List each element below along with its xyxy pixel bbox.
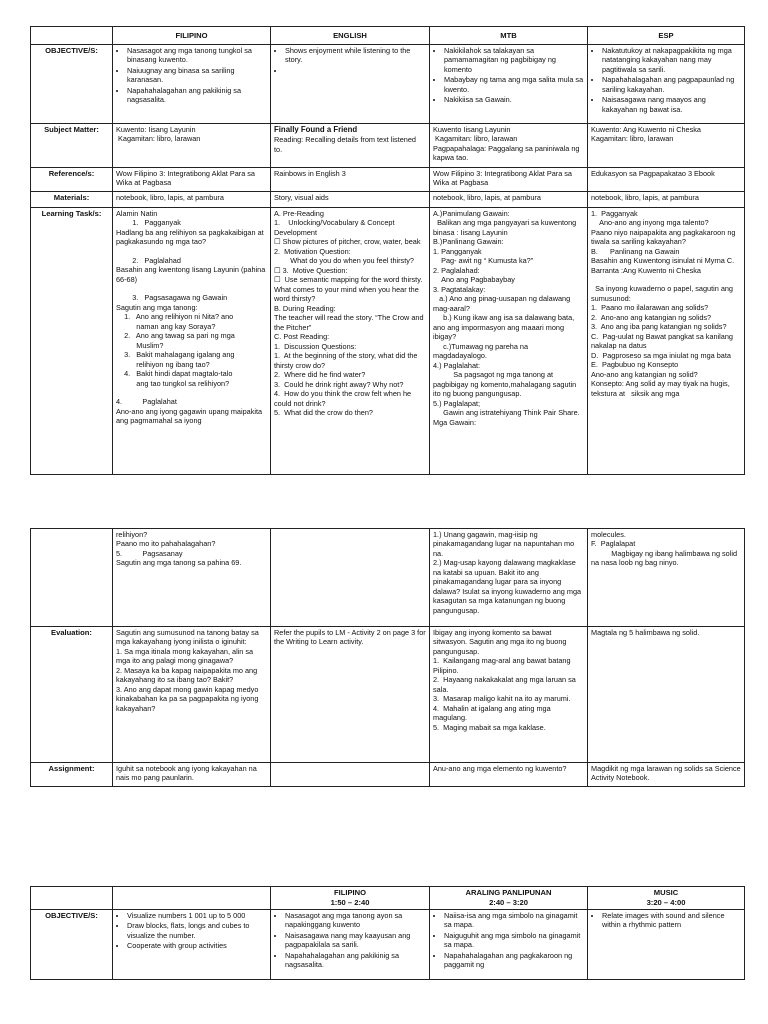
bullet-item: • Naiuugnay ang binasa sa sariling karanasan. — [127, 66, 267, 85]
row-label — [31, 529, 113, 627]
table-cell — [430, 45, 588, 124]
text-line: Pagpapahalaga: Paggalang sa paniniwala ng kapwa tao. — [433, 143, 582, 163]
text-line: Konsepto: Ang solid ay may tiyak na hugis, tekstura at siksik ang mga — [591, 379, 732, 398]
text-line: Gawin ang istratehiyang Think Pair Share. — [433, 408, 580, 418]
bullet-item: • Napahahalagahan ang pakikinig sa nagsasalita. — [285, 951, 426, 970]
text-line: Kuwento Iisang Layunin — [433, 125, 511, 134]
table-cell — [271, 192, 430, 208]
text-line: 4. Paglalahat — [116, 397, 177, 407]
text-line: 2.) Mag-usap kayong dalawang magkaklase na katabi sa upuan. Bakit ito ang pinakamagandang lugar para sa inyong dalawa? Isulat sa inyong kuwaderno ang mga kasagutan sa mga katanungan ng buong pangungusap. — [433, 558, 584, 615]
text-line: A. Pre-Reading — [274, 209, 324, 218]
table-cell — [271, 529, 430, 627]
text-line: Paano mo ito pahahalagahan? — [116, 539, 216, 549]
text-line: ☐ Use semantic mapping for the word thirsty. What comes to your mind when you hear the word thirsty? — [274, 275, 425, 304]
bullet-item: • Nasasagot ang mga tanong ayon sa napakinggang kuwento — [285, 911, 426, 930]
table-cell — [113, 192, 271, 208]
text-line: 1. Ano ang relihiyon ni Nita? ano — [116, 312, 234, 322]
header-time: 3:20 – 4:00 — [646, 897, 686, 907]
text-line: Muslim? — [116, 340, 164, 350]
text-line: 3. Masarap maligo kahit na ito ay marumi. — [433, 694, 571, 704]
bullet-item: • Draw blocks, flats, longs and cubes to visualize the number. — [127, 921, 267, 940]
text-line: B. Panlinang na Gawain — [591, 246, 680, 256]
bullet-item: • Mabaybay ng tama ang mga salita mula sa kwento. — [444, 75, 584, 94]
bullet-item: • Nakikiisa sa Gawain. — [444, 95, 584, 104]
table-row — [31, 45, 745, 124]
text-line — [116, 247, 267, 256]
text-line: Anu-ano ang mga elemento ng kuwento? — [433, 764, 567, 773]
text-line: Magbigay ng ibang halimbawa ng solid na nasa loob ng bag ninyo. — [591, 548, 740, 568]
bullet-item: • Relate images with sound and silence within a rhythmic pattern — [602, 911, 741, 930]
text-line: naman ang kay Soraya? — [116, 321, 216, 331]
text-line — [116, 284, 267, 293]
table-cell — [588, 168, 745, 192]
table-cell — [430, 168, 588, 192]
text-line: 3. Pagsasagawa ng Gawain — [116, 293, 228, 303]
text-line — [116, 388, 267, 397]
table-cell — [113, 529, 271, 627]
table-cell — [430, 763, 588, 787]
bullet-list — [116, 46, 267, 105]
table-row — [31, 124, 745, 168]
text-line: 2. Masaya ka ba kapag naipapakita mo ang kakayahang ito sa ibang tao? Bakit? — [116, 665, 260, 685]
text-line: 3. Could he drink right away? Why not? — [274, 379, 404, 389]
text-line: What do you do when you feel thirsty? — [274, 256, 414, 266]
table-cell — [271, 627, 430, 763]
cell-title: Finally Found a Friend — [274, 125, 358, 134]
text-line: notebook, libro, lapis, at pambura — [591, 193, 699, 202]
bullet-item — [285, 66, 426, 75]
bullet-item: • Nakatutukoy at nakapagpakikita ng mga natatanging kakayahan nang may pagtitiwala sa sarili. — [602, 46, 741, 74]
bullet-list — [433, 46, 584, 105]
text-line: Magdikit ng mga larawan ng solids sa Science Activity Notebook. — [591, 764, 743, 783]
text-line: 4. Mahalin at igalang ang ating mga magulang. — [433, 703, 553, 723]
text-line: Kagamitan: libro, larawan — [433, 134, 518, 144]
text-line: 1. Pagganyak — [591, 209, 638, 218]
header-blank — [113, 887, 271, 910]
header-filipino: FILIPINO — [113, 27, 271, 45]
table-cell — [430, 627, 588, 763]
table-cell — [113, 627, 271, 763]
text-line: 1. Sa mga itinala mong kakayahan, alin sa mga ito ang palagi mong ginagawa? — [116, 646, 256, 666]
table-cell — [113, 909, 271, 979]
table-cell — [113, 763, 271, 787]
text-line: 3. Ano ang dapat mong gawin kapag medyo kinakabahan ka pa sa pagpapakita ng iyong kakayahan? — [116, 684, 261, 713]
table-cell — [271, 45, 430, 124]
text-line: 1. Paano mo ilalarawan ang solids? — [591, 303, 709, 313]
text-line: 2. Motivation Question: — [274, 246, 351, 256]
text-line: Story, visual aids — [274, 193, 329, 202]
text-line: 5. Maging mabait sa mga kaklase. — [433, 722, 546, 732]
table-row — [31, 192, 745, 208]
bullet-list — [591, 46, 741, 114]
text-line: 2. Paglalahad — [116, 255, 181, 265]
table-row — [31, 627, 745, 763]
table-row — [31, 168, 745, 192]
text-line: ☐ Show pictures of pitcher, crow, water, beak — [274, 237, 421, 247]
table-cell — [271, 124, 430, 168]
text-line: Sa pagsagot ng mga tanong at pagbibigay ng komento,mahalagang sagutin ito ng buong pangungusap. — [433, 370, 579, 399]
header-araling-panlipunan — [430, 887, 588, 910]
text-line: ☐ 3. Motive Question: — [274, 265, 348, 275]
header-subject: MUSIC — [653, 888, 679, 897]
header-english: ENGLISH — [271, 27, 430, 45]
text-line: D. Pagproseso sa mga iniulat ng mga bata — [591, 350, 731, 360]
bullet-list — [433, 911, 584, 970]
bullet-list — [274, 911, 426, 970]
text-line: The teacher will read the story. “The Crow and the Pitcher” — [274, 313, 426, 332]
text-line: 3. Pagtatalakay: — [433, 284, 486, 294]
bullet-item: • Shows enjoyment while listening to the story. — [285, 46, 426, 65]
text-line: Ano ang Pagbabaybay — [433, 275, 515, 285]
text-line: 5.) Paglalapat; — [433, 398, 481, 408]
text-line: E. Pagbubuo ng Konsepto — [591, 360, 679, 370]
text-line: molecules. — [591, 530, 626, 539]
header-subject: FILIPINO — [333, 888, 367, 897]
text-line: 1. Kailangang mag-aral ang bawat batang Pilipino. — [433, 656, 573, 675]
text-line: Pag- awit ng “ Kumusta ka?” — [433, 256, 534, 266]
text-line: notebook, libro, lapis, at pambura — [433, 193, 541, 202]
text-line: Kuwento: Ang Kuwento ni Cheska — [591, 125, 701, 134]
text-line: Kuwento: Iisang Layunin — [116, 125, 196, 134]
row-label: Materials: — [31, 192, 113, 208]
table-row — [31, 909, 745, 979]
text-line: Paano niyo naipapakita ang pagkakaroon ng tiwala sa sariling kakayahan? — [591, 227, 738, 247]
text-line — [591, 275, 741, 284]
bullet-list — [116, 911, 267, 951]
table-cell — [113, 208, 271, 475]
text-line: 1.) Unang gagawin, mag-iisip ng pinakamagandang lugar na napuntahan mo na. — [433, 530, 577, 558]
table-row — [31, 208, 745, 475]
text-line: C. Pag-uulat ng Bawat pangkat sa kanilang nakalap na datus — [591, 331, 736, 351]
text-line: 2. Paglalahad: — [433, 265, 480, 275]
lesson-plan-table-3 — [30, 886, 745, 980]
text-line: Basahin ang Kuwentong isinulat ni Myrna C. Barranta :Ang Kuwento ni Cheska — [591, 256, 737, 275]
bullet-list — [591, 911, 741, 930]
bullet-item: • Naiguguhit ang mga simbolo na ginagamit sa mapa. — [444, 931, 584, 950]
text-line: 3. Ano ang iba pang katangian ng solids? — [591, 322, 727, 332]
text-line: Ano-ano ang katangian ng solid? — [591, 369, 698, 379]
text-line: Sagutin ang sumusunod na tanong batay sa mga kakayahang iyong inilista o iginuhit: — [116, 628, 261, 647]
text-line: a.) Ano ang pinag-uusapan ng dalawang mag-aaral? — [433, 294, 573, 313]
table-cell — [588, 529, 745, 627]
text-line: 2. Ano ang tawag sa pari ng mga — [116, 331, 235, 341]
table-header-row — [31, 27, 745, 45]
bullet-item: • Napahahalagahan ang pagpapaunlad ng sariling kakayahan. — [602, 75, 741, 94]
row-label: OBJECTIVE/S: — [31, 909, 113, 979]
text-line: Mga Gawain: — [433, 417, 476, 427]
header-time: 1:50 – 2:40 — [330, 897, 370, 907]
table-cell — [430, 909, 588, 979]
header-blank — [31, 887, 113, 910]
text-line: B. During Reading: — [274, 303, 336, 313]
text-line: c.)Tumawag ng pareha na magdadayalogo. — [433, 341, 531, 361]
table-header-row — [31, 887, 745, 910]
text-line: Wow Filipino 3: Integratibong Aklat Para sa Wika at Pagbasa — [116, 169, 258, 188]
text-line: Refer the pupils to LM - Activity 2 on page 3 for the Writing to Learn activity. — [274, 628, 428, 647]
table-cell — [430, 529, 588, 627]
text-line: Hadlang ba ang relihiyon sa pagkakaibigan at pagkakasundo ng mga tao? — [116, 227, 266, 247]
header-esp: ESP — [588, 27, 745, 45]
table-cell — [588, 909, 745, 979]
text-line: 1. Discussion Questions: — [274, 341, 357, 351]
table-cell — [271, 763, 430, 787]
text-line: 2. Ano-ano ang katangian ng solids? — [591, 312, 712, 322]
table-cell — [430, 192, 588, 208]
text-line: Iguhit sa notebook ang iyong kakayahan na nais mo pang paunlarin. — [116, 764, 259, 783]
text-line: 4. Bakit hindi dapat magtalo-talo — [116, 369, 233, 379]
lesson-plan-table-1 — [30, 26, 745, 475]
text-line: Alamin Natin — [116, 209, 158, 218]
text-line: 3. Bakit mahalagang igalang ang — [116, 350, 235, 360]
header-time: 2:40 – 3:20 — [489, 897, 528, 907]
text-line: A.)Panimulang Gawain: — [433, 209, 510, 218]
table-cell — [271, 168, 430, 192]
text-line: Ano-ano ang iyong gagawin upang maipakita ang pagmamahal sa iyong — [116, 406, 265, 426]
table-cell — [588, 763, 745, 787]
bullet-item: • Visualize numbers 1 001 up to 5 000 — [127, 911, 267, 920]
text-line: Wow Filipino 3: Integratibong Aklat Para sa Wika at Pagbasa — [433, 169, 575, 188]
bullet-list — [274, 46, 426, 75]
table-cell — [430, 208, 588, 475]
bullet-item: • Nasasagot ang mga tanong tungkol sa binasang kuwento. — [127, 46, 267, 65]
table-cell — [113, 45, 271, 124]
header-blank — [31, 27, 113, 45]
text-line: Kagamitan: libro, larawan — [116, 134, 201, 144]
header-filipino — [271, 887, 430, 910]
text-line: 4. How do you think the crow felt when he could not drink? — [274, 389, 414, 408]
text-line: F. Paglalapat — [591, 539, 636, 549]
row-label: Assignment: — [31, 763, 113, 787]
table-cell — [113, 124, 271, 168]
bullet-item: • Naiisa-isa ang mga simbolo na ginagamit sa mapa. — [444, 911, 584, 930]
text-line: 1. At the beginning of the story, what did the thirsty crow do? — [274, 351, 420, 370]
bullet-item: • Napahahalagahan ang pakikinig sa nagsasalita. — [127, 86, 267, 105]
text-line: C. Post Reading: — [274, 332, 330, 342]
table-cell — [430, 124, 588, 168]
text-line: Kagamitan: libro, larawan — [591, 134, 674, 144]
text-line: Basahin ang kwentong Iisang Layunin (pahina 66-68) — [116, 265, 268, 284]
text-line: 1. Pangganyak — [433, 246, 482, 256]
table-cell — [271, 208, 430, 475]
text-line: Rainbows in English 3 — [274, 169, 346, 178]
bullet-item: • Napahahalagahan ang pagkakaroon ng paggamit ng — [444, 951, 584, 970]
table-row — [31, 529, 745, 627]
text-line: notebook, libro, lapis, at pambura — [116, 193, 224, 202]
text-line: Sagutin ang mga tanong sa pahina 69. — [116, 558, 242, 568]
text-line: 4.) Paglalahat: — [433, 360, 481, 370]
text-line: Sa inyong kuwaderno o papel, sagutin ang sumusunod: — [591, 284, 738, 303]
lesson-plan-table-2 — [30, 528, 745, 787]
header-mtb: MTB — [430, 27, 588, 45]
text-line: 5. Pagsasanay — [116, 548, 183, 558]
row-label: Learning Task/s: — [31, 208, 113, 475]
bullet-item: • Naisasagawa nang may kaayusan ang pagpapakilala sa sarili. — [285, 931, 426, 950]
row-label: OBJECTIVE/S: — [31, 45, 113, 124]
text-line: Balikan ang mga pangyayari sa kuwentong binasa : Iisang Layunin — [433, 218, 579, 237]
table-cell — [588, 124, 745, 168]
text-line: ang tao tungkol sa relihiyon? — [116, 378, 230, 388]
text-line: B.)Panlinang Gawain: — [433, 237, 504, 247]
header-subject: ARALING PANLIPUNAN — [465, 888, 552, 897]
table-cell — [113, 168, 271, 192]
table-cell — [588, 627, 745, 763]
text-line: 2. Where did he find water? — [274, 370, 366, 380]
bullet-item: • Naisasagawa nang maayos ang kakayahan ng bawat isa. — [602, 95, 741, 114]
text-line: Magtala ng 5 halimbawa ng solid. — [591, 628, 700, 637]
bullet-item: • Cooperate with group activities — [127, 941, 267, 950]
bullet-item: • Nakikilahok sa talakayan sa pamamamagitan ng pagbibigay ng komento — [444, 46, 584, 74]
text-line: 1. Unlocking/Vocabulary & Concept Development — [274, 218, 397, 237]
row-label: Evaluation: — [31, 627, 113, 763]
table-cell — [588, 192, 745, 208]
row-label: Reference/s: — [31, 168, 113, 192]
table-cell — [271, 909, 430, 979]
text-line: Edukasyon sa Pagpapakatao 3 Ebook — [591, 169, 715, 178]
text-line: 5. What did the crow do then? — [274, 408, 373, 418]
text-line: Ibigay ang inyong komento sa bawat sitwasyon. Sagutin ang mga ito ng buong pangungusap. — [433, 628, 569, 656]
header-music — [588, 887, 745, 910]
text-line: Ano-ano ang inyong mga talento? — [591, 218, 709, 228]
text-line: b.) Kung ikaw ang isa sa dalawang bata, ano ang impormasyon ang maaari mong ibigay? — [433, 313, 577, 342]
text-line: 1. Pagganyak — [116, 218, 181, 228]
row-label: Subject Matter: — [31, 124, 113, 168]
table-cell — [588, 45, 745, 124]
table-row — [31, 763, 745, 787]
text-line: relihiyon? — [116, 530, 148, 539]
text-line: Reading: Recalling details from text listened to. — [274, 135, 418, 154]
table-cell — [588, 208, 745, 475]
text-line: Sagutin ang mga tanong: — [116, 302, 198, 312]
text-line: 2. Hayaang nakakakalat ang mga laruan sa sala. — [433, 675, 578, 694]
text-line: relihiyon ng ibang tao? — [116, 359, 210, 369]
